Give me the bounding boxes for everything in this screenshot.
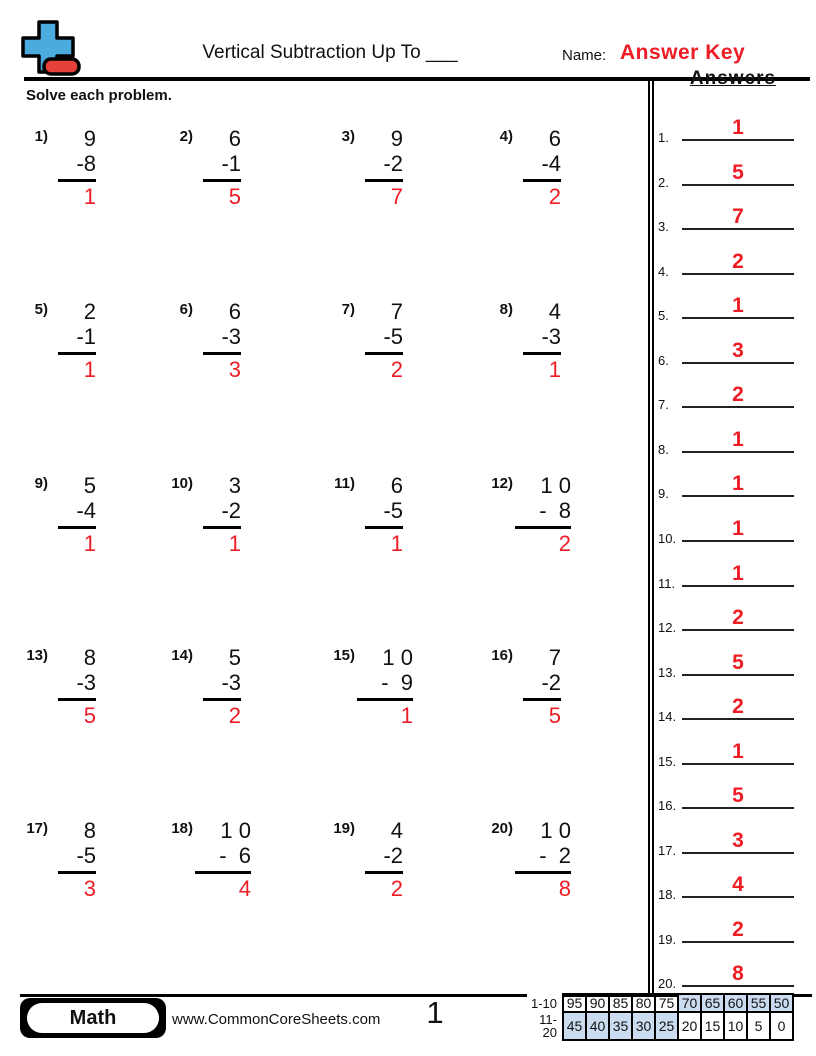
subtrahend: -1 [76,324,96,349]
problem [325,818,403,901]
answer-value: 2 [732,383,744,406]
problem-number: 2) [179,128,193,145]
answer-value: 2 [732,250,744,273]
answer-value: 2 [732,918,744,941]
subtrahend: - 2 [539,843,571,868]
answer-index: 14. [658,709,677,724]
answer-value: 1 [732,428,744,451]
problem-answer: 3 [228,357,241,382]
subtrahend: -2 [383,151,403,176]
answer-value: 7 [732,205,744,228]
subtrahend: -4 [76,498,96,523]
answer-index: 19. [658,932,677,947]
equals-line [203,526,241,529]
equals-line [365,526,403,529]
equals-line [523,179,561,182]
problem-answer: 8 [558,876,571,901]
grade-cell: 20 [678,1012,701,1040]
minuend: 1 0 [220,818,251,843]
answer-blank-line [682,629,794,631]
answer-item [656,727,806,769]
problem [163,126,241,209]
minuend: 9 [83,126,96,151]
problem-number: 11) [334,475,355,492]
problem-stack [523,645,561,728]
answer-index: 4. [658,264,669,279]
subject-badge [20,998,166,1038]
website-url: www.CommonCoreSheets.com [172,1011,381,1028]
answer-blank-line [682,896,794,898]
problem-stack [203,473,241,556]
answer-value: 1 [732,562,744,585]
grade-cell: 0 [770,1012,793,1040]
answer-item [656,593,806,635]
answer-index: 1. [658,130,669,145]
problem-number: 17) [26,820,48,837]
answer-index: 12. [658,620,677,635]
answer-index: 10. [658,531,677,546]
grade-cell: 50 [770,994,793,1012]
problem-number: 6) [179,301,193,318]
problem-number: 8) [499,301,513,318]
answer-item [656,370,806,412]
problem-answer: 2 [228,703,241,728]
equals-line [203,352,241,355]
subtrahend: -1 [221,151,241,176]
subtrahend: - 9 [381,670,413,695]
answer-value: 5 [732,784,744,807]
grade-cell: 10 [724,1012,747,1040]
minuend: 6 [228,126,241,151]
problem-answer: 2 [548,184,561,209]
answer-value: 3 [732,339,744,362]
equals-line [203,698,241,701]
grading-table [527,993,794,1041]
equals-line [195,871,251,874]
minuend: 7 [390,299,403,324]
equals-line [58,526,96,529]
problem-stack [365,126,403,209]
subtrahend: -3 [76,670,96,695]
problem-stack [515,818,571,901]
answer-blank-line [682,852,794,854]
grade-cell: 45 [563,1012,586,1040]
problem-stack [357,645,413,728]
answer-item [656,103,806,145]
problem-stack [58,299,96,382]
subtrahend: -4 [541,151,561,176]
minuend: 8 [83,645,96,670]
answer-item [656,237,806,279]
problem-number: 3) [341,128,355,145]
problem-stack [365,473,403,556]
problem-stack [523,126,561,209]
answer-index: 3. [658,219,669,234]
minuend: 3 [228,473,241,498]
equals-line [203,179,241,182]
problem-number: 9) [34,475,48,492]
problem [18,126,96,209]
grade-cell: 75 [655,994,678,1012]
equals-line [357,698,413,701]
problem-number: 15) [333,647,355,664]
answer-blank-line [682,540,794,542]
problem-answer: 1 [83,531,96,556]
answer-value: 1 [732,740,744,763]
answer-index: 8. [658,442,669,457]
answer-blank-line [682,674,794,676]
problem-answer: 5 [83,703,96,728]
answer-index: 2. [658,175,669,190]
answer-item [656,415,806,457]
grade-cell: 30 [632,1012,655,1040]
minuend: 1 0 [540,473,571,498]
grade-row-label: 11-20 [527,1012,563,1040]
subtrahend: -2 [383,843,403,868]
answer-item [656,638,806,680]
answer-value: 3 [732,829,744,852]
answer-blank-line [682,585,794,587]
problem-stack [365,818,403,901]
grade-row [527,994,793,1012]
problem-stack [203,299,241,382]
answer-value: 1 [732,116,744,139]
answer-index: 11. [658,576,676,591]
answer-blank-line [682,451,794,453]
problem-answer: 7 [390,184,403,209]
equals-line [365,871,403,874]
equals-line [365,352,403,355]
minuend: 5 [228,645,241,670]
grade-cell: 85 [609,994,632,1012]
problem-answer: 2 [390,876,403,901]
subtrahend: - 8 [539,498,571,523]
problem [163,645,241,728]
problem [18,299,96,382]
minus-icon [44,59,79,74]
answer-value: 4 [732,873,744,896]
answer-item [656,682,806,724]
problem-answer: 1 [548,357,561,382]
answer-blank-line [682,362,794,364]
problem-answer: 1 [390,531,403,556]
instruction-text: Solve each problem. [26,87,172,104]
equals-line [523,698,561,701]
minuend: 5 [83,473,96,498]
answer-value: 2 [732,695,744,718]
problem-answer: 5 [228,184,241,209]
problem-stack [523,299,561,382]
subtrahend: -3 [541,324,561,349]
problem-stack [58,126,96,209]
answer-blank-line [682,406,794,408]
equals-line [515,526,571,529]
answer-blank-line [682,228,794,230]
grade-cell: 15 [701,1012,724,1040]
answer-item [656,860,806,902]
problem [483,126,561,209]
answer-blank-line [682,495,794,497]
grade-cell: 40 [586,1012,609,1040]
grade-cell: 70 [678,994,701,1012]
problem-number: 7) [341,301,355,318]
problem [325,473,403,556]
answer-index: 9. [658,486,669,501]
problem-number: 5) [34,301,48,318]
answer-item [656,192,806,234]
equals-line [58,698,96,701]
problem-number: 10) [171,475,193,492]
problem-answer: 2 [558,531,571,556]
problem-answer: 3 [83,876,96,901]
equals-line [523,352,561,355]
plus-minus-logo [18,20,84,80]
answer-item [656,148,806,190]
answer-item [656,326,806,368]
worksheet-title: Vertical Subtraction Up To ___ [202,42,458,63]
answer-blank-line [682,718,794,720]
grade-cell: 35 [609,1012,632,1040]
problem-answer: 1 [400,703,413,728]
problem-number: 13) [26,647,48,664]
grade-cell: 60 [724,994,747,1012]
problem-number: 14) [171,647,193,664]
answer-key-text: Answer Key [620,41,746,64]
problem-stack [515,473,571,556]
answer-blank-line [682,273,794,275]
problem-answer: 4 [238,876,251,901]
answers-divider-line-left [648,81,650,994]
minuend: 6 [228,299,241,324]
answer-blank-line [682,985,794,987]
problem [325,645,413,728]
answer-value: 1 [732,472,744,495]
minuend: 4 [390,818,403,843]
subject-badge-label: Math [27,1003,159,1033]
answer-item [656,281,806,323]
subtrahend: -5 [383,324,403,349]
minuend: 7 [548,645,561,670]
page-number: 1 [426,995,444,1030]
minuend: 9 [390,126,403,151]
minuend: 6 [548,126,561,151]
subtrahend: -5 [383,498,403,523]
answer-index: 16. [658,798,677,813]
subtrahend: -2 [541,670,561,695]
subtrahend: -5 [76,843,96,868]
subtrahend: -3 [221,324,241,349]
equals-line [515,871,571,874]
problem-stack [195,818,251,901]
problem [18,645,96,728]
grade-row-label: 1-10 [527,994,563,1012]
problem-number: 16) [491,647,513,664]
problem-answer: 1 [83,357,96,382]
minuend: 8 [83,818,96,843]
problem [163,818,251,901]
answer-value: 5 [732,651,744,674]
equals-line [58,352,96,355]
problem [18,818,96,901]
grade-row [527,1012,793,1040]
problem-stack [203,126,241,209]
answer-index: 13. [658,665,677,680]
problem-number: 19) [333,820,355,837]
answer-blank-line [682,941,794,943]
subtrahend: -3 [221,670,241,695]
answer-value: 1 [732,517,744,540]
problem [163,299,241,382]
problem [483,299,561,382]
minuend: 6 [390,473,403,498]
problem-stack [203,645,241,728]
problem-number: 12) [491,475,513,492]
answer-item [656,549,806,591]
problem-number: 18) [171,820,193,837]
equals-line [365,179,403,182]
grade-cell: 90 [586,994,609,1012]
problem-number: 1) [34,128,48,145]
answer-blank-line [682,139,794,141]
answer-index: 18. [658,887,677,902]
minuend: 1 0 [540,818,571,843]
answer-item [656,816,806,858]
answers-heading: Answers [689,68,777,89]
problem [325,299,403,382]
answer-item [656,905,806,947]
grade-cell: 80 [632,994,655,1012]
answer-item [656,459,806,501]
minuend: 4 [548,299,561,324]
answer-item [656,771,806,813]
problem-answer: 5 [548,703,561,728]
answer-item [656,504,806,546]
problem [483,473,571,556]
problem-number: 4) [499,128,513,145]
problem [483,645,561,728]
answer-blank-line [682,184,794,186]
answer-index: 15. [658,754,677,769]
subtrahend: -2 [221,498,241,523]
grade-cell: 5 [747,1012,770,1040]
grade-cell: 95 [563,994,586,1012]
problem-number: 20) [491,820,513,837]
problem [483,818,571,901]
answer-blank-line [682,807,794,809]
subtrahend: -8 [76,151,96,176]
problem-answer: 1 [83,184,96,209]
grade-cell: 25 [655,1012,678,1040]
answer-index: 5. [658,308,669,323]
problem-answer: 2 [390,357,403,382]
answers-divider-line-right [652,81,654,994]
equals-line [58,179,96,182]
problem [18,473,96,556]
problem [163,473,241,556]
answer-value: 8 [732,962,744,985]
minuend: 1 0 [382,645,413,670]
grade-cell: 65 [701,994,724,1012]
problem [325,126,403,209]
answer-index: 6. [658,353,669,368]
answer-blank-line [682,317,794,319]
answer-item [656,949,806,991]
answer-value: 1 [732,294,744,317]
problem-stack [58,645,96,728]
answer-blank-line [682,763,794,765]
problem-answer: 1 [228,531,241,556]
equals-line [58,871,96,874]
subtrahend: - 6 [219,843,251,868]
problem-stack [365,299,403,382]
problem-stack [58,473,96,556]
answer-index: 17. [658,843,677,858]
problem-stack [58,818,96,901]
name-label: Name: [562,47,607,64]
grade-cell: 55 [747,994,770,1012]
answer-index: 7. [658,397,669,412]
answer-value: 5 [732,161,744,184]
answer-value: 2 [732,606,744,629]
minuend: 2 [83,299,96,324]
answer-index: 20. [658,976,677,991]
